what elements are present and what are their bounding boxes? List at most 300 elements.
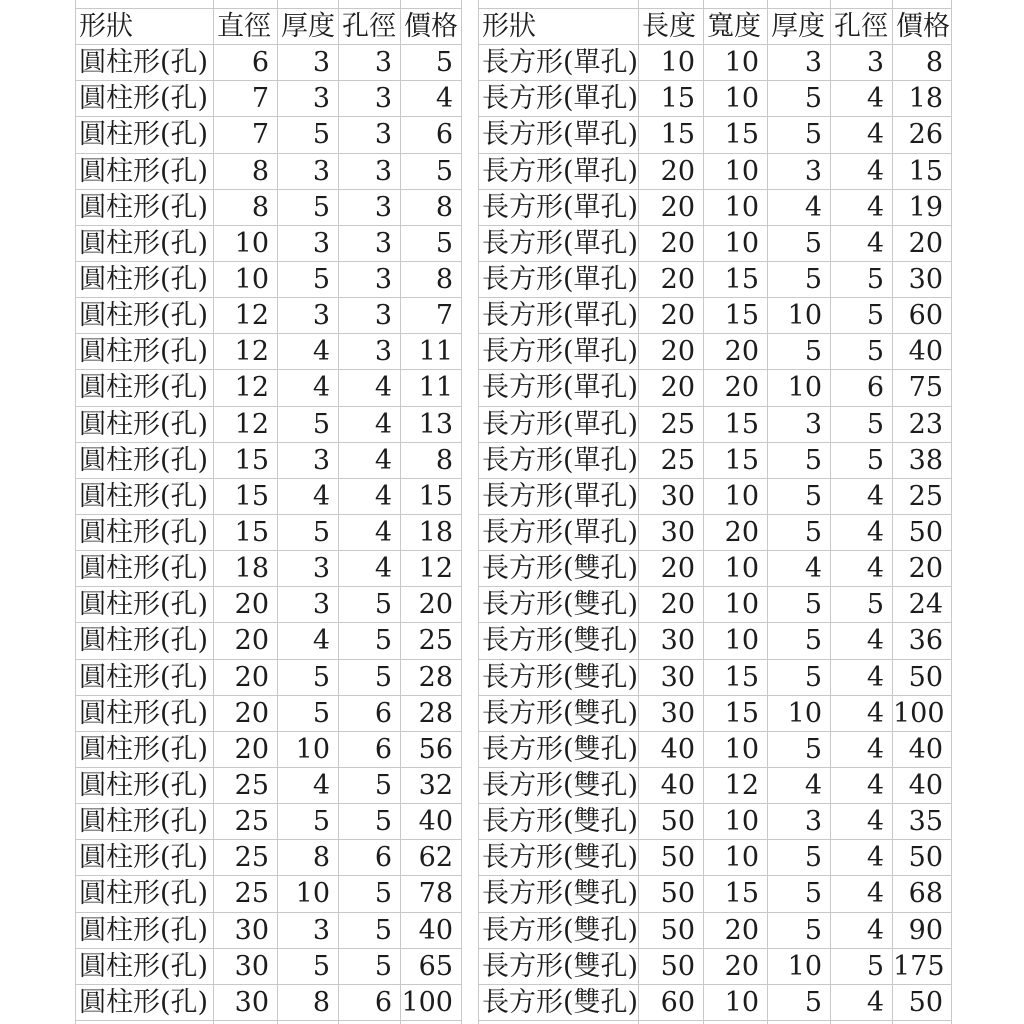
cell-price: 56 <box>401 732 462 768</box>
cell-diameter: 10 <box>214 226 278 262</box>
cell-price: 40 <box>893 732 952 768</box>
cell-width: 12 <box>704 768 768 804</box>
grid-stub-cell <box>76 0 214 9</box>
cell-diameter: 12 <box>214 407 278 443</box>
cell-hole-diameter: 4 <box>831 623 893 659</box>
table-row <box>76 443 462 479</box>
cell-length: 50 <box>639 876 704 912</box>
cell-price: 20 <box>401 587 462 623</box>
cell-hole-diameter: 4 <box>339 407 401 443</box>
cell-width: 10 <box>704 587 768 623</box>
cell-hole-diameter: 5 <box>339 587 401 623</box>
cell-hole-diameter: 3 <box>339 298 401 334</box>
cell-thickness: 5 <box>768 623 831 659</box>
cell-thickness: 5 <box>768 840 831 876</box>
cell-width: 10 <box>704 190 768 226</box>
cell-shape: 圓柱形(孔) <box>76 81 214 117</box>
table-row <box>479 876 952 912</box>
table-row <box>479 479 952 515</box>
cell-price: 20 <box>893 226 952 262</box>
cell-width: 10 <box>704 479 768 515</box>
table-row <box>479 660 952 696</box>
cell-price: 4 <box>401 81 462 117</box>
table-row <box>76 190 462 226</box>
cell-thickness: 5 <box>278 515 339 551</box>
cell-hole-diameter: 5 <box>831 587 893 623</box>
cell-diameter: 18 <box>214 551 278 587</box>
cell-hole-diameter: 4 <box>339 370 401 406</box>
table-row <box>76 515 462 551</box>
cell-thickness: 5 <box>768 226 831 262</box>
cell-length: 20 <box>639 587 704 623</box>
cell-hole-diameter: 4 <box>831 226 893 262</box>
cell-hole-diameter: 5 <box>831 262 893 298</box>
cell-hole-diameter: 5 <box>339 949 401 985</box>
cell-diameter: 15 <box>214 515 278 551</box>
table-row <box>76 407 462 443</box>
cell-shape: 長方形(單孔) <box>479 45 639 81</box>
cell-thickness: 5 <box>278 190 339 226</box>
cell-price: 23 <box>893 407 952 443</box>
cell-width: 20 <box>704 949 768 985</box>
cell-shape: 圓柱形(孔) <box>76 407 214 443</box>
grid-stub-cell <box>479 0 639 9</box>
cell-thickness: 5 <box>768 443 831 479</box>
cell-price: 40 <box>893 768 952 804</box>
cell-width: 15 <box>704 407 768 443</box>
table-row <box>479 370 952 406</box>
cell-price: 40 <box>401 913 462 949</box>
header-row <box>76 9 462 45</box>
cell-price: 78 <box>401 876 462 912</box>
cell-shape: 長方形(單孔) <box>479 334 639 370</box>
cell-shape: 長方形(雙孔) <box>479 804 639 840</box>
cell-thickness: 5 <box>278 696 339 732</box>
cell-hole-diameter: 5 <box>831 443 893 479</box>
cell-hole-diameter: 3 <box>339 190 401 226</box>
cell-thickness: 5 <box>768 117 831 153</box>
cell-hole-diameter: 5 <box>831 334 893 370</box>
cell-price: 6 <box>401 117 462 153</box>
cell-thickness: 8 <box>278 985 339 1021</box>
cell-length: 50 <box>639 913 704 949</box>
cell-price: 24 <box>893 587 952 623</box>
cell-price: 20 <box>893 551 952 587</box>
cell-diameter: 12 <box>214 370 278 406</box>
cell-length: 20 <box>639 190 704 226</box>
grid-stub-cell <box>401 0 462 9</box>
table-row <box>479 298 952 334</box>
table-row <box>76 479 462 515</box>
cell-thickness: 3 <box>278 551 339 587</box>
table-row <box>76 660 462 696</box>
cell-hole-diameter: 3 <box>339 226 401 262</box>
cell-price: 36 <box>893 623 952 659</box>
cell-hole-diameter: 6 <box>339 840 401 876</box>
cell-hole-diameter: 4 <box>831 804 893 840</box>
cell-width: 10 <box>704 623 768 659</box>
cell-width: 10 <box>704 154 768 190</box>
cell-thickness: 4 <box>768 551 831 587</box>
cell-shape: 圓柱形(孔) <box>76 117 214 153</box>
cell-shape: 圓柱形(孔) <box>76 840 214 876</box>
cell-length: 40 <box>639 732 704 768</box>
table-row <box>479 117 952 153</box>
cell-shape: 圓柱形(孔) <box>76 804 214 840</box>
cell-width: 15 <box>704 117 768 153</box>
cell-shape: 長方形(雙孔) <box>479 768 639 804</box>
cell-shape: 圓柱形(孔) <box>76 443 214 479</box>
partial-row-top <box>76 0 462 9</box>
table-row <box>479 913 952 949</box>
cell-price: 8 <box>893 45 952 81</box>
cell-price: 5 <box>401 154 462 190</box>
cell-diameter: 8 <box>214 154 278 190</box>
cell-hole-diameter: 6 <box>339 696 401 732</box>
cell-width: 10 <box>704 804 768 840</box>
cell-shape: 長方形(單孔) <box>479 262 639 298</box>
cell-diameter: 20 <box>214 623 278 659</box>
cell-shape: 圓柱形(孔) <box>76 334 214 370</box>
table-row <box>76 768 462 804</box>
column-header-hole-diameter: 孔徑 <box>831 9 893 45</box>
cell-thickness: 5 <box>768 81 831 117</box>
cell-thickness: 4 <box>278 370 339 406</box>
cell-shape: 圓柱形(孔) <box>76 479 214 515</box>
cell-diameter: 30 <box>214 985 278 1021</box>
cell-hole-diameter: 4 <box>831 81 893 117</box>
cell-shape: 長方形(單孔) <box>479 298 639 334</box>
cell-width: 10 <box>704 45 768 81</box>
cell-price: 11 <box>401 370 462 406</box>
cell-price: 40 <box>893 334 952 370</box>
cell-hole-diameter: 5 <box>339 768 401 804</box>
header-row <box>479 9 952 45</box>
table-row <box>76 913 462 949</box>
cell-shape: 圓柱形(孔) <box>76 515 214 551</box>
table-row <box>76 732 462 768</box>
cell-diameter: 7 <box>214 81 278 117</box>
table-row <box>76 81 462 117</box>
cell-thickness: 3 <box>278 587 339 623</box>
cell-price: 30 <box>893 262 952 298</box>
table-row <box>76 696 462 732</box>
cell-width: 10 <box>704 226 768 262</box>
cell-hole-diameter: 3 <box>831 45 893 81</box>
cell-price: 8 <box>401 190 462 226</box>
cell-width: 10 <box>704 732 768 768</box>
cell-width: 20 <box>704 913 768 949</box>
partial-row-top <box>479 0 952 9</box>
cell-shape: 圓柱形(孔) <box>76 587 214 623</box>
cell-diameter: 25 <box>214 840 278 876</box>
cell-length: 10 <box>639 45 704 81</box>
cell-hole-diameter: 4 <box>339 515 401 551</box>
cell-diameter: 20 <box>214 732 278 768</box>
cell-shape: 長方形(雙孔) <box>479 696 639 732</box>
cell-price: 35 <box>893 804 952 840</box>
cell-hole-diameter: 5 <box>339 913 401 949</box>
cell-shape: 長方形(雙孔) <box>479 985 639 1021</box>
table-row <box>76 262 462 298</box>
cell-price: 175 <box>893 949 952 985</box>
cell-thickness: 5 <box>768 985 831 1021</box>
cell-width: 10 <box>704 985 768 1021</box>
cell-thickness: 3 <box>768 804 831 840</box>
cell-thickness: 3 <box>278 154 339 190</box>
cell-price: 75 <box>893 370 952 406</box>
table-row <box>479 515 952 551</box>
cell-price: 28 <box>401 696 462 732</box>
cell-length: 20 <box>639 298 704 334</box>
grid-stub-cell <box>339 0 401 9</box>
table-row <box>76 226 462 262</box>
table-row <box>479 334 952 370</box>
cell-thickness: 5 <box>768 876 831 912</box>
cell-shape: 圓柱形(孔) <box>76 985 214 1021</box>
table-row <box>479 949 952 985</box>
cell-thickness: 4 <box>768 768 831 804</box>
cell-price: 40 <box>401 804 462 840</box>
cell-shape: 圓柱形(孔) <box>76 913 214 949</box>
cell-shape: 圓柱形(孔) <box>76 154 214 190</box>
cell-thickness: 5 <box>768 334 831 370</box>
cell-hole-diameter: 4 <box>831 660 893 696</box>
cell-length: 20 <box>639 551 704 587</box>
cell-diameter: 6 <box>214 45 278 81</box>
column-header-length: 長度 <box>639 9 704 45</box>
cell-width: 10 <box>704 840 768 876</box>
cell-shape: 圓柱形(孔) <box>76 660 214 696</box>
cell-hole-diameter: 3 <box>339 334 401 370</box>
cell-hole-diameter: 4 <box>831 154 893 190</box>
cell-hole-diameter: 4 <box>831 840 893 876</box>
rectangle-price-table <box>478 0 952 1024</box>
cell-shape: 長方形(雙孔) <box>479 732 639 768</box>
cell-diameter: 15 <box>214 479 278 515</box>
cell-thickness: 3 <box>278 226 339 262</box>
table-row <box>479 587 952 623</box>
cell-shape: 長方形(單孔) <box>479 515 639 551</box>
cell-price: 15 <box>401 479 462 515</box>
cell-thickness: 5 <box>278 804 339 840</box>
cell-price: 65 <box>401 949 462 985</box>
cell-diameter: 25 <box>214 804 278 840</box>
cell-shape: 長方形(雙孔) <box>479 949 639 985</box>
cell-thickness: 10 <box>768 370 831 406</box>
cell-price: 5 <box>401 226 462 262</box>
cell-shape: 長方形(雙孔) <box>479 587 639 623</box>
cell-length: 15 <box>639 81 704 117</box>
cell-price: 25 <box>401 623 462 659</box>
cell-price: 8 <box>401 262 462 298</box>
cell-shape: 圓柱形(孔) <box>76 696 214 732</box>
cell-hole-diameter: 4 <box>831 551 893 587</box>
column-header-price: 價格 <box>401 9 462 45</box>
cell-diameter: 30 <box>214 949 278 985</box>
cell-length: 30 <box>639 479 704 515</box>
cell-thickness: 5 <box>278 262 339 298</box>
cell-diameter: 12 <box>214 334 278 370</box>
cell-shape: 圓柱形(孔) <box>76 262 214 298</box>
cell-thickness: 3 <box>768 154 831 190</box>
cell-diameter: 20 <box>214 696 278 732</box>
cell-shape: 長方形(單孔) <box>479 479 639 515</box>
cell-thickness: 4 <box>278 768 339 804</box>
table-row <box>479 81 952 117</box>
cell-thickness: 10 <box>278 732 339 768</box>
table-row <box>479 262 952 298</box>
cell-length: 30 <box>639 515 704 551</box>
cell-hole-diameter: 4 <box>831 768 893 804</box>
cell-shape: 長方形(雙孔) <box>479 840 639 876</box>
column-header-shape: 形狀 <box>479 9 639 45</box>
cylinder-price-table <box>75 0 462 1024</box>
table-row <box>76 117 462 153</box>
cell-length: 25 <box>639 443 704 479</box>
cell-thickness: 5 <box>768 587 831 623</box>
cell-thickness: 3 <box>278 45 339 81</box>
cell-price: 50 <box>893 515 952 551</box>
cell-price: 5 <box>401 45 462 81</box>
table-row <box>76 45 462 81</box>
grid-stub-cell <box>831 0 893 9</box>
cell-hole-diameter: 6 <box>831 370 893 406</box>
cell-shape: 圓柱形(孔) <box>76 876 214 912</box>
cell-shape: 長方形(雙孔) <box>479 623 639 659</box>
cell-price: 19 <box>893 190 952 226</box>
cell-shape: 圓柱形(孔) <box>76 370 214 406</box>
cell-diameter: 25 <box>214 768 278 804</box>
cell-diameter: 12 <box>214 298 278 334</box>
cell-thickness: 5 <box>768 660 831 696</box>
cell-thickness: 4 <box>278 479 339 515</box>
cell-shape: 長方形(雙孔) <box>479 876 639 912</box>
cell-length: 30 <box>639 696 704 732</box>
cell-hole-diameter: 5 <box>339 623 401 659</box>
table-row <box>479 732 952 768</box>
grid-stub-cell <box>214 0 278 9</box>
cell-price: 15 <box>893 154 952 190</box>
cell-shape: 圓柱形(孔) <box>76 949 214 985</box>
cell-hole-diameter: 4 <box>339 479 401 515</box>
cell-length: 50 <box>639 949 704 985</box>
cell-diameter: 10 <box>214 262 278 298</box>
cell-diameter: 20 <box>214 660 278 696</box>
grid-stub-cell <box>893 0 952 9</box>
cell-thickness: 10 <box>768 949 831 985</box>
cell-price: 7 <box>401 298 462 334</box>
table-row <box>479 696 952 732</box>
cell-shape: 圓柱形(孔) <box>76 768 214 804</box>
table-row <box>76 985 462 1021</box>
cell-price: 38 <box>893 443 952 479</box>
cell-diameter: 15 <box>214 443 278 479</box>
cell-length: 50 <box>639 840 704 876</box>
table-row <box>76 949 462 985</box>
table-row <box>76 334 462 370</box>
cell-thickness: 5 <box>278 117 339 153</box>
cell-hole-diameter: 4 <box>339 443 401 479</box>
cell-thickness: 3 <box>768 407 831 443</box>
table-row <box>76 840 462 876</box>
cell-thickness: 3 <box>278 81 339 117</box>
cell-thickness: 5 <box>768 515 831 551</box>
cell-hole-diameter: 5 <box>831 407 893 443</box>
cell-price: 50 <box>893 840 952 876</box>
cell-hole-diameter: 3 <box>339 45 401 81</box>
cell-thickness: 5 <box>278 660 339 696</box>
cell-diameter: 25 <box>214 876 278 912</box>
cell-width: 10 <box>704 81 768 117</box>
cell-length: 40 <box>639 768 704 804</box>
table-row <box>479 45 952 81</box>
cell-price: 60 <box>893 298 952 334</box>
column-header-shape: 形狀 <box>76 9 214 45</box>
cell-price: 11 <box>401 334 462 370</box>
cell-price: 12 <box>401 551 462 587</box>
cell-shape: 長方形(單孔) <box>479 407 639 443</box>
cell-hole-diameter: 4 <box>831 732 893 768</box>
cell-width: 20 <box>704 515 768 551</box>
cell-shape: 圓柱形(孔) <box>76 623 214 659</box>
cell-price: 13 <box>401 407 462 443</box>
cell-hole-diameter: 3 <box>339 81 401 117</box>
cell-thickness: 4 <box>278 334 339 370</box>
cell-length: 25 <box>639 407 704 443</box>
table-row <box>76 587 462 623</box>
cell-shape: 長方形(單孔) <box>479 370 639 406</box>
cell-shape: 長方形(雙孔) <box>479 551 639 587</box>
table-row <box>76 551 462 587</box>
cell-thickness: 3 <box>278 298 339 334</box>
cell-price: 100 <box>401 985 462 1021</box>
cell-price: 62 <box>401 840 462 876</box>
cell-price: 50 <box>893 660 952 696</box>
cell-hole-diameter: 4 <box>339 551 401 587</box>
cell-thickness: 10 <box>768 298 831 334</box>
cell-length: 20 <box>639 154 704 190</box>
grid-stub-cell <box>768 0 831 9</box>
cell-width: 15 <box>704 443 768 479</box>
cell-thickness: 4 <box>768 190 831 226</box>
table-row <box>76 298 462 334</box>
cell-length: 20 <box>639 262 704 298</box>
cell-shape: 長方形(單孔) <box>479 81 639 117</box>
table-row <box>479 985 952 1021</box>
cell-hole-diameter: 6 <box>339 732 401 768</box>
cell-hole-diameter: 5 <box>339 660 401 696</box>
cell-length: 20 <box>639 370 704 406</box>
table-row <box>479 407 952 443</box>
cell-shape: 圓柱形(孔) <box>76 732 214 768</box>
cell-hole-diameter: 5 <box>831 298 893 334</box>
cell-width: 15 <box>704 876 768 912</box>
cell-hole-diameter: 4 <box>831 876 893 912</box>
cell-thickness: 8 <box>278 840 339 876</box>
cell-width: 15 <box>704 298 768 334</box>
table-row <box>479 190 952 226</box>
cell-thickness: 5 <box>768 732 831 768</box>
cell-thickness: 5 <box>278 407 339 443</box>
cell-thickness: 10 <box>278 876 339 912</box>
cell-hole-diameter: 4 <box>831 117 893 153</box>
table-row <box>479 443 952 479</box>
cell-shape: 圓柱形(孔) <box>76 551 214 587</box>
cell-thickness: 5 <box>768 262 831 298</box>
column-header-thickness: 厚度 <box>278 9 339 45</box>
cell-width: 20 <box>704 370 768 406</box>
